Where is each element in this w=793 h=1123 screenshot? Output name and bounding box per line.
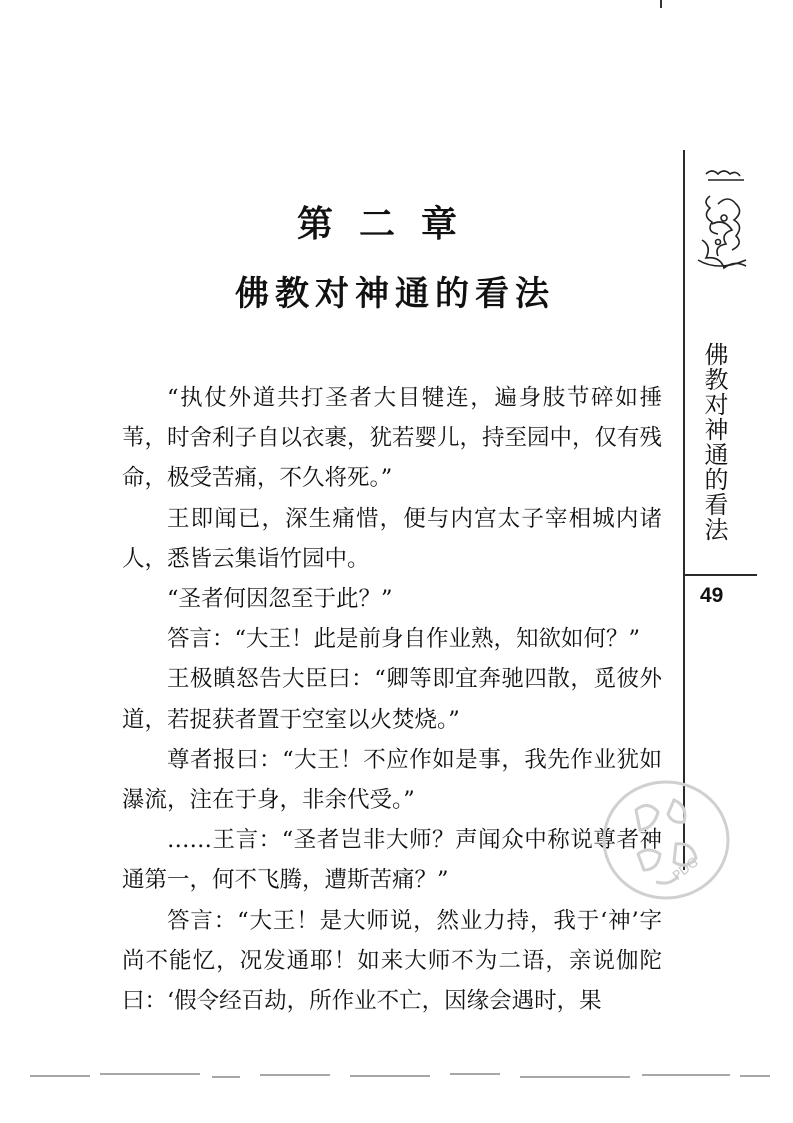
scan-mark <box>660 0 662 8</box>
scan-edge-artifact <box>30 1068 770 1082</box>
margin-rule-horizontal <box>683 574 757 576</box>
running-head: 佛教对神通的看法 <box>700 342 728 542</box>
chapter-number: 第二章 <box>296 203 483 245</box>
paragraph: 王即闻已，深生痛惜，便与内宫太子宰相城内诸人，悉皆云集诣竹园中。 <box>122 505 662 572</box>
paragraph: 答言：“大王！此是前身自作业熟，知欲如何？” <box>167 626 641 653</box>
paragraph: ……王言：“圣者岂非大师？声闻众中称说尊者神通第一，何不飞腾，遭斯苦痛？” <box>122 827 662 894</box>
page-number: 49 <box>700 584 724 607</box>
paragraph: 尊者报曰：“大王！不应作如是事，我先作业犹如瀑流，注在于身，非余代受。” <box>122 746 662 814</box>
cloud-ornament-icon <box>688 160 758 300</box>
paragraph: 王极瞋怒告大臣曰：“卿等即宜奔驰四散，觅彼外道，若捉获者置于空室以火焚烧。” <box>122 666 662 733</box>
margin-rule-vertical <box>683 150 685 870</box>
paragraph: 答言：“大王！是大师说，然业力持，我于‘神’字尚不能忆，况发通耶！如来大师不为二语，亲说伽陀曰：‘假令经百劫，所作业不亡，因缘会遇时，果 <box>122 907 662 1015</box>
chapter-title: 佛教对神通的看法 <box>235 274 555 314</box>
watermark-label: PDG <box>670 854 702 885</box>
paragraph: “圣者何因忽至于此？” <box>167 586 393 613</box>
library-seal-watermark <box>566 770 736 920</box>
body-text <box>122 378 662 1021</box>
paragraph: “执仗外道共打圣者大目犍连，遍身肢节碎如捶苇，时舍利子自以衣裹，犹若婴儿，持至园中，仅有残命，极受苦痛，不久将死。” <box>122 385 663 492</box>
